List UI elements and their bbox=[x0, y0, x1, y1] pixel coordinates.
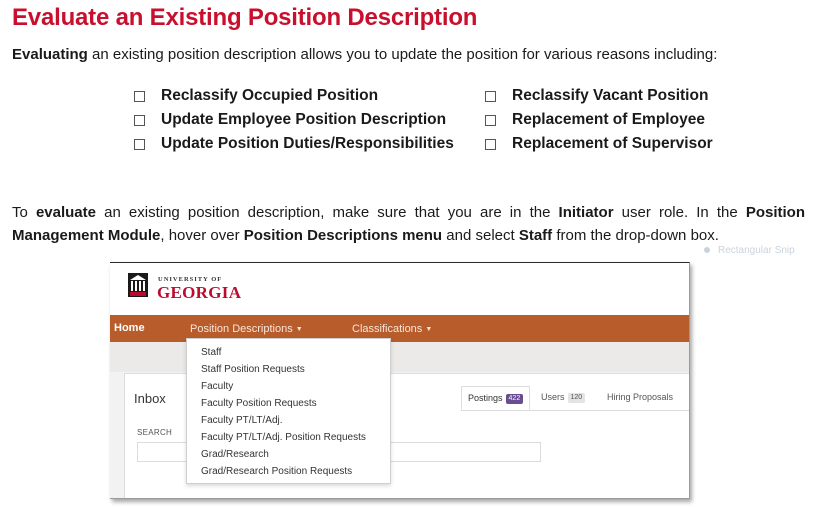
search-label: SEARCH bbox=[137, 428, 173, 437]
university-label: UNIVERSITY OF bbox=[158, 276, 223, 283]
count-badge: 120 bbox=[568, 393, 586, 403]
list-item bbox=[132, 132, 454, 156]
arch-logo-icon bbox=[128, 273, 148, 297]
dropdown-item-faculty[interactable]: Faculty bbox=[201, 381, 234, 392]
checkbox-icon bbox=[485, 139, 496, 150]
site-header bbox=[110, 263, 689, 315]
tab-label: Postings bbox=[468, 393, 503, 403]
bold-text: evaluate bbox=[35, 204, 96, 221]
dropdown-item-grad-research[interactable]: Grad/Research bbox=[201, 449, 269, 460]
tab-label: Hiring Proposals bbox=[607, 392, 674, 402]
text: , hover over bbox=[160, 227, 244, 244]
text: user role. In the bbox=[613, 204, 746, 221]
bold-text: Initiator bbox=[558, 204, 614, 221]
tab-postings[interactable] bbox=[461, 386, 530, 410]
instructions-paragraph bbox=[12, 201, 805, 247]
intro-text bbox=[12, 46, 717, 63]
snip-icon bbox=[704, 247, 710, 253]
dropdown-item-faculty-pt-lt-adj-position-requests[interactable]: Faculty PT/LT/Adj. Position Requests bbox=[201, 432, 366, 443]
reason-label: Reclassify Vacant Position bbox=[512, 87, 709, 104]
checkbox-icon bbox=[485, 115, 496, 126]
list-item bbox=[483, 84, 713, 108]
bold-text: Position Management Module bbox=[12, 204, 805, 244]
reasons-list-right bbox=[483, 84, 713, 156]
inbox-title: Inbox bbox=[134, 391, 166, 406]
nav-position-descriptions[interactable] bbox=[190, 323, 303, 335]
bold-text: Staff bbox=[518, 227, 553, 244]
reason-label: Update Position Duties/Responsibilities bbox=[161, 135, 454, 152]
snip-text: Rectangular Snip bbox=[718, 245, 795, 256]
dropdown-item-staff[interactable]: Staff bbox=[201, 347, 222, 358]
checkbox-icon bbox=[134, 115, 145, 126]
list-item bbox=[132, 84, 454, 108]
reason-label: Update Employee Position Description bbox=[161, 111, 447, 128]
checkbox-icon bbox=[485, 91, 496, 102]
reasons-list-left bbox=[132, 84, 454, 156]
embedded-screenshot bbox=[110, 262, 690, 499]
nav-label: Position Descriptions bbox=[190, 323, 293, 335]
nav-label: Classifications bbox=[352, 323, 423, 335]
university-name: GEORGIA bbox=[157, 283, 242, 302]
reason-label: Replacement of Supervisor bbox=[512, 135, 713, 152]
list-item bbox=[483, 132, 713, 156]
count-badge: 422 bbox=[506, 394, 524, 404]
list-item bbox=[132, 108, 454, 132]
text: and select bbox=[442, 227, 519, 244]
inbox-tabs bbox=[461, 386, 690, 411]
reason-label: Reclassify Occupied Position bbox=[161, 87, 379, 104]
tab-users[interactable] bbox=[535, 386, 591, 410]
dropdown-item-faculty-pt-lt-adj[interactable]: Faculty PT/LT/Adj. bbox=[201, 415, 283, 426]
nav-classifications[interactable] bbox=[352, 323, 432, 335]
dropdown-item-grad-research-position-requests[interactable]: Grad/Research Position Requests bbox=[201, 466, 353, 477]
dropdown-item-faculty-position-requests[interactable]: Faculty Position Requests bbox=[201, 398, 317, 409]
caret-down-icon: ▼ bbox=[295, 326, 303, 333]
tab-label: Users bbox=[541, 392, 565, 402]
tab-hiring-proposals[interactable] bbox=[601, 386, 679, 410]
list-item bbox=[483, 108, 713, 132]
intro-bold: Evaluating bbox=[12, 46, 88, 63]
nav-home[interactable]: Home bbox=[114, 322, 145, 334]
reason-label: Replacement of Employee bbox=[512, 111, 705, 128]
page-title: Evaluate an Existing Position Description bbox=[12, 4, 478, 31]
caret-down-icon: ▼ bbox=[425, 326, 433, 333]
snip-tool-label bbox=[704, 245, 795, 256]
text: from the drop-down box. bbox=[552, 227, 719, 244]
text: an existing position description, make sure that you are in the bbox=[96, 204, 559, 221]
text: To bbox=[12, 204, 36, 221]
bold-text: Position Descriptions menu bbox=[243, 227, 443, 244]
intro-rest: an existing position description allows you to update the position for various reasons including: bbox=[87, 46, 718, 63]
checkbox-icon bbox=[134, 139, 145, 150]
position-descriptions-dropdown bbox=[186, 338, 391, 484]
checkbox-icon bbox=[134, 91, 145, 102]
dropdown-item-staff-position-requests[interactable]: Staff Position Requests bbox=[201, 364, 305, 375]
